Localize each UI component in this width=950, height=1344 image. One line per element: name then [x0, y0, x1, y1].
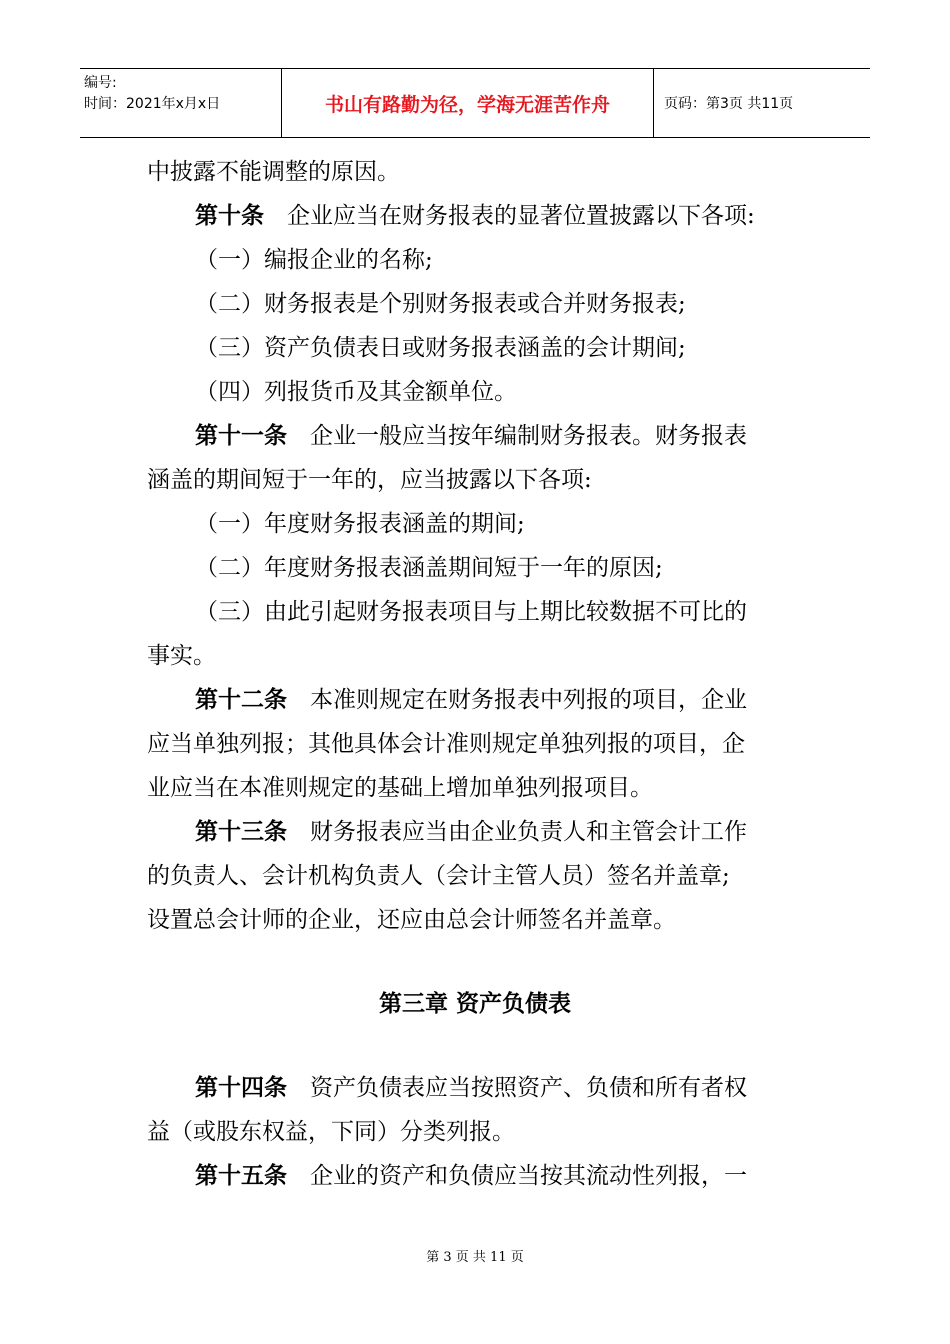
paragraph-line: 应当单独列报；其他具体会计准则规定单独列报的项目，企 — [147, 731, 745, 757]
paragraph-line: 的负责人、会计机构负责人（会计主管人员）签名并盖章; — [147, 863, 730, 889]
paragraph-line: 设置总会计师的企业，还应由总会计师签名并盖章。 — [147, 907, 676, 933]
motto-text: 书山有路勤为径，学海无涯苦作舟 — [324, 93, 610, 116]
list-item: （一）编报企业的名称; — [195, 247, 433, 273]
list-item: （三）由此引起财务报表项目与上期比较数据不可比的 — [195, 599, 747, 625]
page-header — [80, 68, 870, 138]
header-page-info: 页码：第3页 共11页 — [664, 96, 794, 112]
article-text: 本准则规定在财务报表中列报的项目，企业 — [310, 687, 747, 713]
document-body — [147, 150, 810, 942]
article-15 — [147, 1154, 810, 1198]
page-footer: 第 3 页 共 11 页 — [426, 1250, 524, 1265]
header-meta — [80, 69, 282, 137]
article-text: 财务报表应当由企业负责人和主管会计工作 — [310, 819, 747, 845]
article-14 — [147, 1066, 810, 1110]
document-body-2 — [147, 1066, 810, 1198]
header-motto — [282, 69, 654, 137]
article-10 — [147, 194, 810, 238]
article-title: 第十二条 — [195, 687, 287, 713]
time-label: 时间：2021年x月x日 — [84, 96, 221, 112]
list-item: （二）财务报表是个别财务报表或合并财务报表; — [195, 291, 686, 317]
article-title: 第十五条 — [195, 1163, 287, 1189]
list-item: （三）资产负债表日或财务报表涵盖的会计期间; — [195, 335, 686, 361]
article-text: 企业一般应当按年编制财务报表。财务报表 — [310, 423, 747, 449]
article-title: 第十一条 — [195, 423, 287, 449]
paragraph-line: 事实。 — [147, 643, 216, 669]
chapter-title: 第三章 资产负债表 — [378, 991, 571, 1017]
article-12 — [147, 678, 810, 722]
article-title: 第十条 — [195, 203, 264, 229]
article-text: 企业应当在财务报表的显著位置披露以下各项: — [287, 203, 755, 229]
paragraph-line: 业应当在本准则规定的基础上增加单独列报项目。 — [147, 775, 653, 801]
paragraph-line: 益（或股东权益，下同）分类列报。 — [147, 1119, 515, 1145]
paragraph-line: 中披露不能调整的原因。 — [147, 159, 400, 185]
list-item: （一）年度财务报表涵盖的期间; — [195, 511, 525, 537]
list-item: （二）年度财务报表涵盖期间短于一年的原因; — [195, 555, 663, 581]
article-title: 第十四条 — [195, 1075, 287, 1101]
number-label: 编号: — [84, 75, 117, 91]
paragraph-line: 涵盖的期间短于一年的，应当披露以下各项: — [147, 467, 592, 493]
article-text: 资产负债表应当按照资产、负债和所有者权 — [310, 1075, 747, 1101]
list-item: （四）列报货币及其金额单位。 — [195, 379, 517, 405]
article-13 — [147, 810, 810, 854]
article-text: 企业的资产和负债应当按其流动性列报，一 — [310, 1163, 747, 1189]
article-11 — [147, 414, 810, 458]
article-title: 第十三条 — [195, 819, 287, 845]
